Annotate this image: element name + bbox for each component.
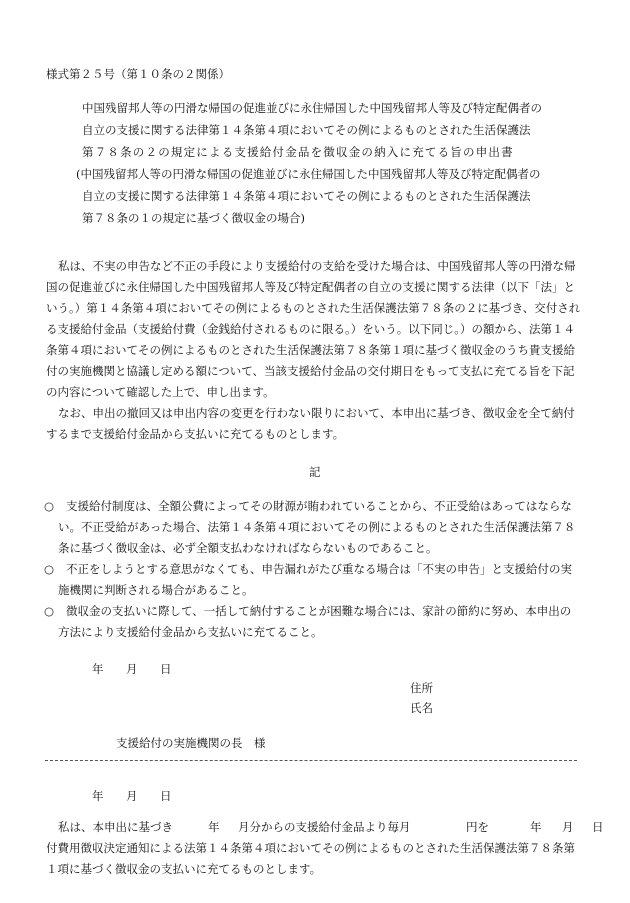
title-line: 中国残留邦人等の円滑な帰国の促進並びに永住帰国した中国残留邦人等及び特定配偶者の (82, 101, 542, 115)
bullet-line: 不正をしようとする意思がなくても、申告漏れがたび重なる場合は「不実の申告」と支援給付の実 (66, 562, 572, 576)
statement-part: 私は、本申出に基づき (58, 820, 173, 834)
bullet-line: 方法により支援給付金品から支払いに充てること。 (58, 625, 323, 639)
date-day-label: 日 (160, 662, 172, 676)
bullet-line: 施機関に判断される場合があること。 (58, 583, 254, 597)
body-line: る支援給付金品（支援給付費（金銭給付されるものに限る。）をいう。以下同じ。）の額から、法第１４ (46, 322, 575, 336)
bullet-line: い。不正受給があった場合、法第１４条第４項においてその例によるものとされた生活保護法第７８ (58, 520, 576, 534)
body-line: 国の促進並びに永住帰国した中国残留邦人等及び特定配偶者の自立の支援に関する法律（以下「法」と (46, 280, 575, 294)
bullet-line: 支援給付制度は、全額公費によってその財源が賄われていることから、不正受給はあってはならな (66, 499, 572, 513)
title-line: 第７８条の２の規定による支援給付金品を徴収金の納入に充てる旨の申出書 (82, 145, 514, 159)
body-line: 条第４項においてその例によるものとされた生活保護法第７８条第１項に基づく徴収金のうち貴支援給 (46, 343, 575, 357)
bullet-mark: ○ (44, 499, 55, 513)
ki-heading: 記 (309, 465, 321, 479)
statement-line: 付費用徴収決定通知による法第１４条第４項においてその例によるものとされた生活保護法第７８条第 (46, 841, 575, 855)
statement-part: 月分からの支援給付金品より毎月 (238, 820, 411, 834)
title-line: 自立の支援に関する法律第１４条第４項においてその例によるものとされた生活保護法 (82, 189, 531, 203)
body-line: いう。）第１４条第４項においてその例によるものとされた生活保護法第７８条の２に基づき、交付され (46, 301, 581, 315)
title-line: 第７８条の１の規定に基づく徴収金の場合) (82, 211, 305, 225)
bullet-line: 条に基づく徴収金は、必ず全額支払わなければならないものであること。 (58, 541, 438, 555)
date-month-label: 月 (126, 789, 138, 803)
date-month-label: 月 (126, 662, 138, 676)
statement-day: 日 (592, 820, 604, 834)
title-line: (中国残留邦人等の円滑な帰国の促進並びに永住帰国した中国残留邦人等及び特定配偶者の (76, 167, 541, 181)
body-line: の内容について確認した上で、申し出ます。 (46, 385, 275, 399)
statement-year: 年 (208, 820, 220, 834)
address-label: 住所 (410, 681, 433, 695)
date-day-label: 日 (160, 789, 172, 803)
date-year-label: 年 (92, 662, 104, 676)
body-line: 私は、不実の申告など不正の手段により支援給付の支給を受けた場合は、中国残留邦人等の円滑な帰 (58, 259, 576, 273)
bullet-mark: ○ (44, 604, 55, 618)
date-year-label: 年 (92, 789, 104, 803)
bullet-mark: ○ (44, 562, 55, 576)
statement-part: 円を (466, 820, 489, 834)
statement-month: 月 (562, 820, 574, 834)
body-line: なお、申出の撤回又は申出内容の変更を行わない限りにおいて、本申出に基づき、徴収金を全て納付 (58, 406, 575, 420)
body-line: 付の実施機関と協議し定める額について、当該支援給付金品の交付期日をもって支払に充てる旨を下記 (46, 364, 575, 378)
cut-line-divider (45, 760, 577, 761)
addressee: 支援給付の実施機関の長 様 (116, 736, 266, 750)
body-line: するまで支援給付金品から支払いに充てるものとします。 (46, 427, 345, 441)
statement-line: １項に基づく徴収金の支払いに充てるものとします。 (46, 862, 322, 876)
form-number: 様式第２５号（第１０条の２関係） (46, 67, 230, 81)
title-line: 自立の支援に関する法律第１４条第４項においてその例によるものとされた生活保護法 (82, 123, 531, 137)
bullet-line: 徴収金の支払いに際して、一括して納付することが困難な場合には、家計の節約に努め、本申出の (66, 604, 572, 618)
name-label: 氏名 (410, 701, 433, 715)
statement-year: 年 (530, 820, 542, 834)
